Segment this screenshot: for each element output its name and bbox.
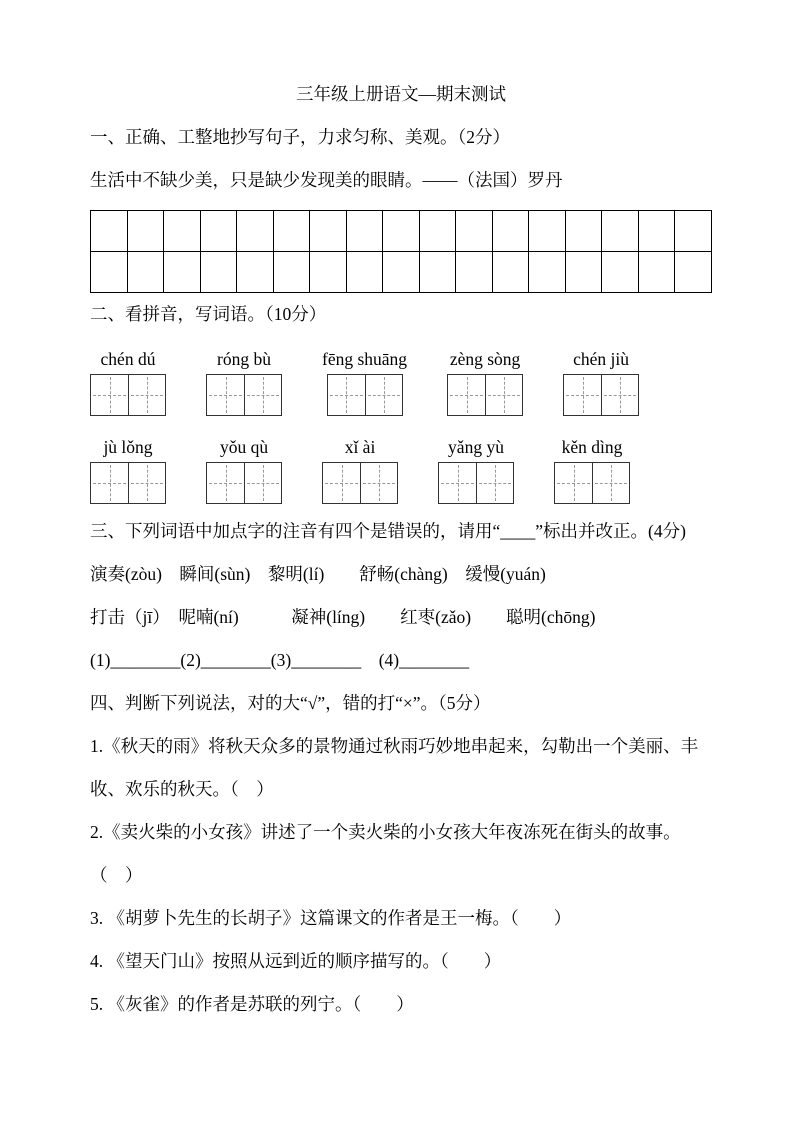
copy-grid-cell	[639, 252, 676, 293]
pinyin-word-group	[554, 432, 630, 504]
pinyin-word-group	[90, 344, 166, 416]
document-content	[90, 73, 712, 1026]
copy-grid-cell	[420, 252, 457, 293]
pinyin-label: yǒu qù	[219, 437, 269, 457]
copy-grid-cell	[91, 252, 128, 293]
writing-box-cell	[555, 463, 592, 503]
section2-heading: 二、看拼音，写词语。（10分）	[90, 304, 327, 324]
copy-grid-cell	[274, 211, 311, 252]
pinyin-row-1	[90, 344, 712, 416]
copy-grid-cell	[201, 252, 238, 293]
judge-item-5: 5. 《灰雀》的作者是苏联的列宁。（ ）	[90, 994, 414, 1014]
copy-grid-cell	[602, 211, 639, 252]
writing-box-cell	[207, 463, 244, 503]
copy-grid-cell	[675, 211, 712, 252]
copy-grid-cell	[274, 252, 311, 293]
pinyin-label: xǐ ài	[344, 437, 376, 457]
pinyin-label: kěn dìng	[561, 437, 623, 457]
pinyin-word-group	[322, 432, 398, 504]
pinyin-label: zèng sòng	[449, 349, 521, 369]
writing-boxes	[90, 374, 166, 416]
pinyin-label: jù lǒng	[103, 437, 153, 457]
copy-grid-cell	[310, 252, 347, 293]
judge-item-2: 2.《卖火柴的小女孩》讲述了一个卖火柴的小女孩大年夜冻死在街头的故事。（ ）	[90, 822, 681, 885]
copy-grid-cell	[566, 211, 603, 252]
copy-grid-cell	[347, 252, 384, 293]
pinyin-label: chén dú	[100, 349, 156, 369]
judge-item-4: 4. 《望天门山》按照从远到近的顺序描写的。（ ）	[90, 951, 502, 971]
section3-answer-blanks: (1)________(2)________(3)________ (4)________	[90, 650, 470, 670]
section3-words-line2: 打击（jī） 呢喃(ní) 凝神(líng) 红枣(zǎo) 聪明(chōng)	[90, 607, 596, 627]
pinyin-word-group	[563, 344, 639, 416]
judge-item-1: 1.《秋天的雨》将秋天众多的景物通过秋雨巧妙地串起来，勾勒出一个美丽、丰收、欢乐的秋天。（ ）	[90, 736, 699, 799]
writing-box-cell	[244, 463, 281, 503]
pinyin-label: chén jiù	[573, 349, 629, 369]
copy-grid-cell	[383, 211, 420, 252]
copy-grid-cell	[164, 211, 201, 252]
copy-grid-cell	[456, 252, 493, 293]
pinyin-row-2	[90, 432, 712, 504]
copy-grid-cell	[237, 211, 274, 252]
writing-boxes	[438, 462, 514, 504]
section1-quote: 生活中不缺少美，只是缺少发现美的眼睛。——（法国）罗丹	[90, 170, 563, 190]
copy-grid-cell	[383, 252, 420, 293]
writing-box-cell	[448, 375, 485, 415]
writing-box-cell	[128, 463, 165, 503]
copy-grid-cell	[675, 252, 712, 293]
copy-grid-cell	[164, 252, 201, 293]
copy-grid-cell	[639, 211, 676, 252]
writing-box-cell	[564, 375, 601, 415]
writing-boxes	[206, 374, 282, 416]
copy-grid-cell	[602, 252, 639, 293]
pinyin-word-group	[438, 432, 514, 504]
pinyin-label: fēng shuāng	[322, 349, 408, 369]
writing-box-cell	[328, 375, 365, 415]
copy-grid-cell	[91, 211, 128, 252]
judge-item-3: 3. 《胡萝卜先生的长胡子》这篇课文的作者是王一梅。（ ）	[90, 908, 572, 928]
writing-box-cell	[365, 375, 402, 415]
writing-boxes	[206, 462, 282, 504]
section1-heading: 一、正确、工整地抄写句子，力求匀称、美观。（2分）	[90, 127, 510, 147]
copy-grid-cell	[566, 252, 603, 293]
writing-box-cell	[601, 375, 638, 415]
copy-grid-cell	[493, 211, 530, 252]
page-title: 三年级上册语文—期末测试	[296, 84, 506, 104]
pinyin-label: róng bù	[217, 349, 271, 369]
pinyin-word-group	[322, 344, 407, 416]
writing-box-cell	[128, 375, 165, 415]
copy-grid	[90, 210, 712, 293]
writing-box-cell	[207, 375, 244, 415]
copy-grid-cell	[128, 252, 165, 293]
copy-grid-cell	[201, 211, 238, 252]
copy-grid-cell	[529, 211, 566, 252]
writing-box-cell	[91, 375, 128, 415]
copy-grid-cell	[456, 211, 493, 252]
pinyin-word-group	[206, 432, 282, 504]
writing-boxes	[563, 374, 639, 416]
copy-grid-cell	[493, 252, 530, 293]
writing-box-cell	[439, 463, 476, 503]
writing-boxes	[554, 462, 630, 504]
writing-box-cell	[244, 375, 281, 415]
pinyin-label: yǎng yù	[448, 437, 504, 457]
copy-grid-cell	[128, 211, 165, 252]
pinyin-word-group	[206, 344, 282, 416]
copy-grid-cell	[237, 252, 274, 293]
writing-boxes	[447, 374, 523, 416]
copy-grid-cell	[529, 252, 566, 293]
section3-words-line1: 演奏(zòu) 瞬间(sùn) 黎明(lí) 舒畅(chàng) 缓慢(yuán)	[90, 564, 546, 584]
copy-grid-cell	[310, 211, 347, 252]
writing-box-cell	[485, 375, 522, 415]
writing-boxes	[90, 462, 166, 504]
writing-box-cell	[476, 463, 513, 503]
section4-heading: 四、判断下列说法，对的大“√”，错的打“×”。（5分）	[90, 693, 491, 713]
writing-boxes	[327, 374, 403, 416]
pinyin-word-group	[90, 432, 166, 504]
writing-box-cell	[323, 463, 360, 503]
section3-heading: 三、下列词语中加点字的注音有四个是错误的，请用“____”标出并改正。(4分)	[90, 521, 686, 541]
writing-boxes	[322, 462, 398, 504]
writing-box-cell	[592, 463, 629, 503]
copy-grid-cell	[347, 211, 384, 252]
writing-box-cell	[91, 463, 128, 503]
pinyin-word-group	[447, 344, 523, 416]
writing-box-cell	[360, 463, 397, 503]
copy-grid-cell	[420, 211, 457, 252]
